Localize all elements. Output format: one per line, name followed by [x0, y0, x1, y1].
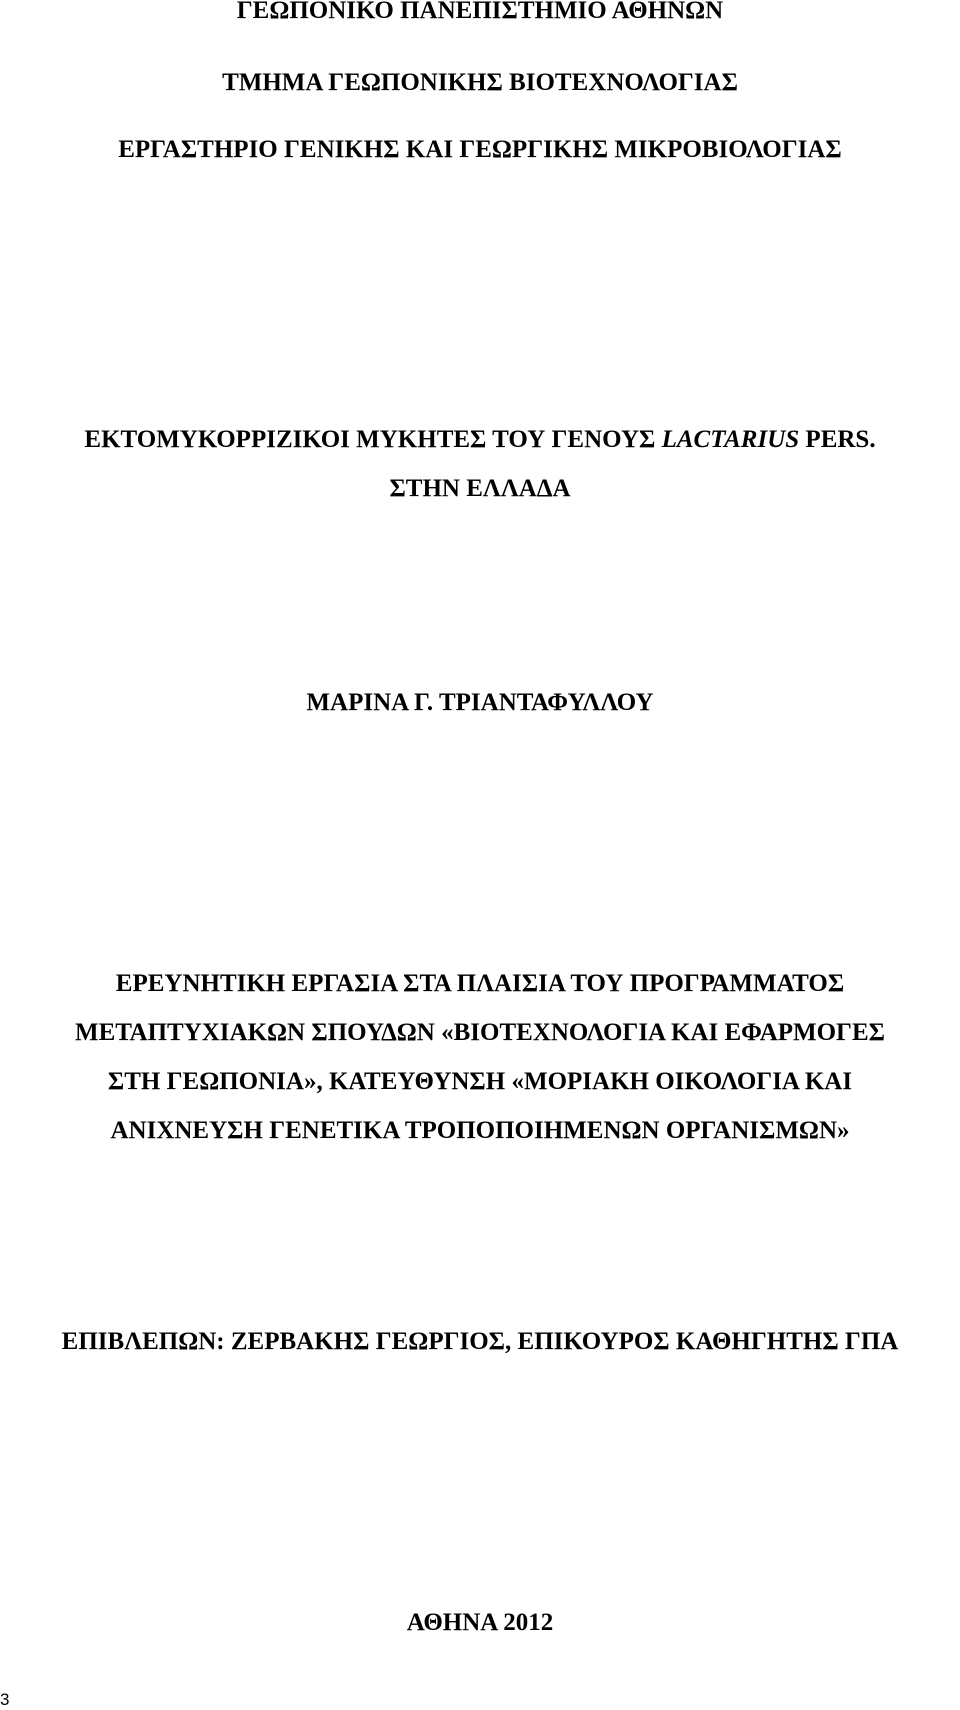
thesis-title-line-1	[0, 425, 960, 455]
place-and-year: ΑΘΗΝΑ 2012	[406, 1609, 554, 1636]
thesis-description-line-2: ΜΕΤΑΠΤΥΧΙΑΚΩΝ ΣΠΟΥΔΩΝ «ΒΙΟΤΕΧΝΟΛΟΓΙΑ ΚΑΙ ΕΦΑΡΜΟΓΕΣ	[75, 1019, 885, 1046]
thesis-description-line-1: ΕΡΕΥΝΗΤΙΚΗ ΕΡΓΑΣΙΑ ΣΤΑ ΠΛΑΙΣΙΑ ΤΟΥ ΠΡΟΓΡΑΜΜΑΤΟΣ	[115, 970, 845, 997]
thesis-title-genus: LACTARIUS	[661, 426, 800, 453]
laboratory-name: ΕΡΓΑΣΤΗΡΙΟ ΓΕΝΙΚΗΣ ΚΑΙ ΓΕΩΡΓΙΚΗΣ ΜΙΚΡΟΒΙΟΛΟΓΙΑΣ	[118, 136, 842, 163]
university-name: ΓΕΩΠΟΝΙΚΟ ΠΑΝΕΠΙΣΤΗΜΙΟ ΑΘΗΝΩΝ	[236, 0, 724, 24]
supervisor: ΕΠΙΒΛΕΠΩΝ: ΖΕΡΒΑΚΗΣ ΓΕΩΡΓΙΟΣ, ΕΠΙΚΟΥΡΟΣ ΚΑΘΗΓΗΤΗΣ ΓΠΑ	[61, 1328, 899, 1355]
page-number: 3	[0, 1690, 10, 1709]
thesis-title-prefix: ΕΚΤΟΜΥΚΟΡΡΙΖΙΚΟΙ ΜΥΚΗΤΕΣ ΤΟΥ ΓΕΝΟΥΣ	[84, 426, 662, 453]
thesis-description-line-3: ΣΤΗ ΓΕΩΠΟΝΙΑ», ΚΑΤΕΥΘΥΝΣΗ «ΜΟΡΙΑΚΗ ΟΙΚΟΛΟΓΙΑ ΚΑΙ	[107, 1068, 853, 1095]
thesis-title-line-2: ΣΤΗΝ ΕΛΛΑΔΑ	[389, 475, 571, 502]
thesis-title-suffix: PERS.	[799, 426, 876, 453]
thesis-description-line-4: ΑΝΙΧΝΕΥΣΗ ΓΕΝΕΤΙΚΑ ΤΡΟΠΟΠΟΙΗΜΕΝΩΝ ΟΡΓΑΝΙΣΜΩΝ»	[110, 1117, 850, 1144]
department-name: ΤΜΗΜΑ ΓΕΩΠΟΝΙΚΗΣ ΒΙΟΤΕΧΝΟΛΟΓΙΑΣ	[222, 69, 738, 96]
author-name: ΜΑΡΙΝΑ Γ. ΤΡΙΑΝΤΑΦΥΛΛΟΥ	[306, 689, 654, 716]
